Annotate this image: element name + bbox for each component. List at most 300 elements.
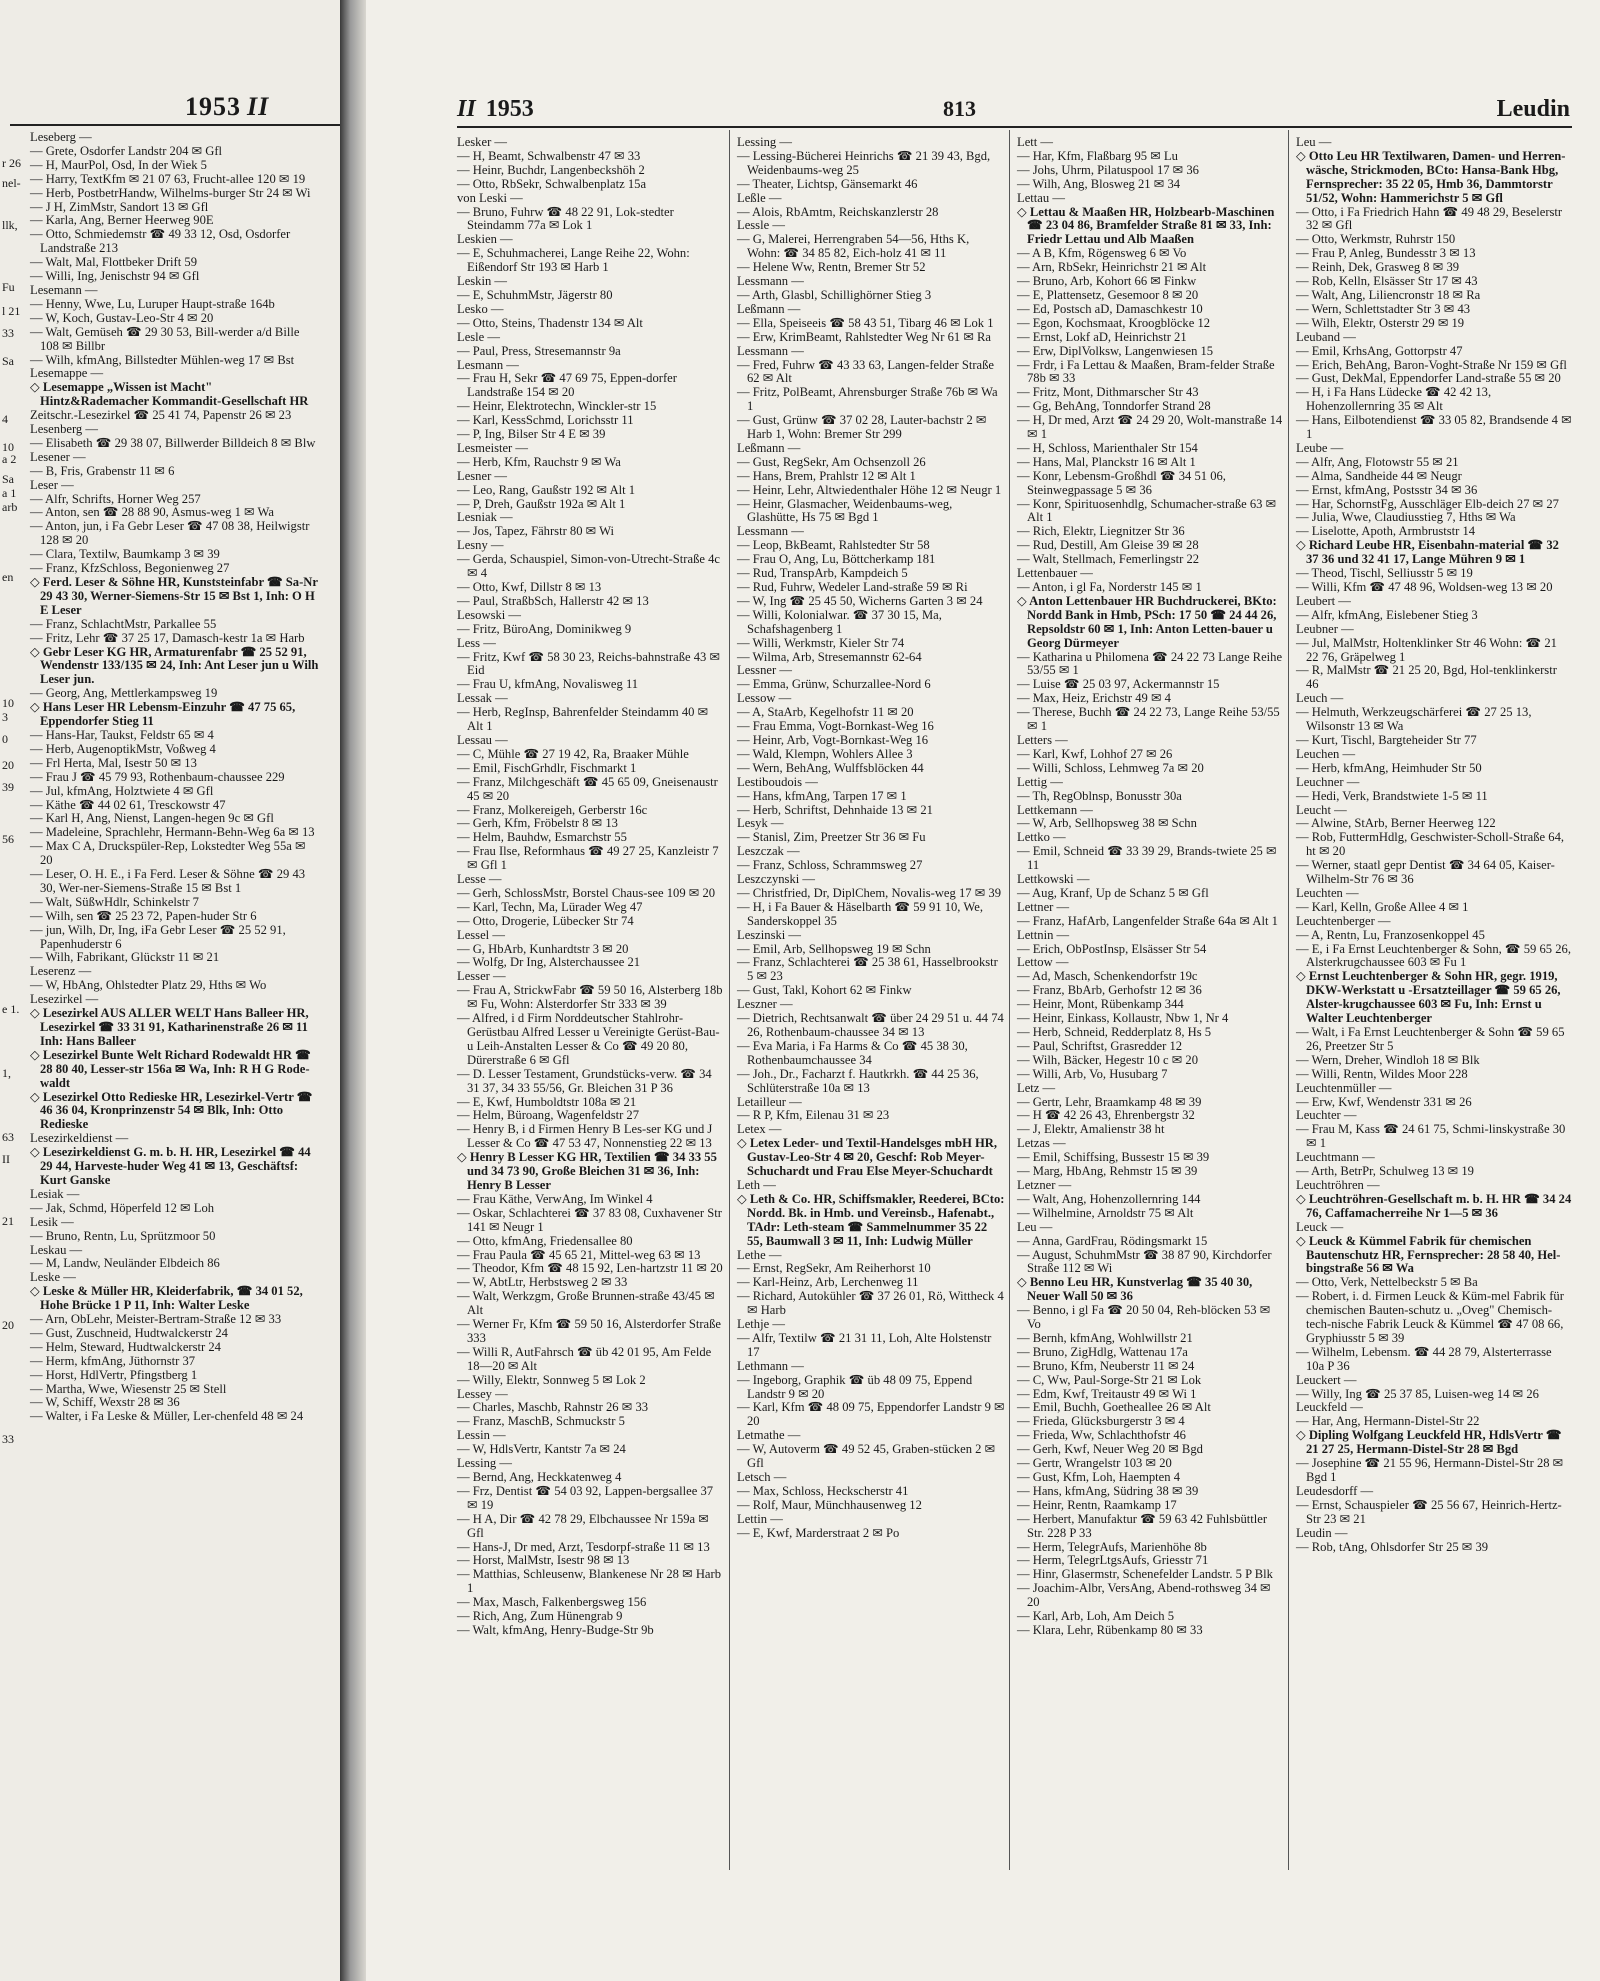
directory-entry: — Otto, Steins, Thadenstr 134 ✉ Alt [457,315,643,330]
directory-entry: — Stanisl, Zim, Preetzer Str 36 ✉ Fu [737,830,926,845]
directory-entry: — Arth, Glasbl, Schillighörner Stieg 3 [737,287,932,302]
directory-entry: — Leo, Rang, Gaußstr 192 ✉ Alt 1 [457,482,636,497]
directory-entry: — Ernst, kfmAng, Postsstr 34 ✉ 36 [1296,482,1478,497]
directory-entry: — Karl, KessSchmd, Lorichsstr 11 [457,413,634,428]
directory-column-2 [737,136,1005,1541]
surname-heading: Letailleur — [737,1094,802,1109]
directory-entry: — Hans, kfmAng, Tarpen 17 ✉ 1 [737,788,907,803]
directory-entry: — Jul, kfmAng, Holztwiete 4 ✉ Gfl [30,783,214,798]
directory-entry: — Theod, Tischl, Selliusstr 5 ✉ 19 [1296,566,1473,581]
surname-heading: Lesezirkel — [30,992,99,1007]
surname-heading: Lesener — [30,449,86,464]
directory-entry: — Herbert, Manufaktur ☎ 59 63 42 Fuhlsbüttler Str. 228 P 33 [1017,1511,1268,1540]
directory-entry: — Har, Ang, Hermann-Distel-Str 22 [1296,1414,1480,1429]
surname-heading: Lesse — [457,872,502,887]
directory-entry: — Karl, Arb, Loh, Am Deich 5 [1017,1609,1175,1624]
directory-entry: — Max C A, Druckspüler-Rep, Lokstedter Weg 55a ✉ 20 [30,839,306,868]
surname-heading: Lessing — [457,1456,512,1471]
book-gutter [340,0,366,1981]
directory-entry: — Helm, Steward, Hudtwalckerstr 24 [30,1339,221,1354]
directory-entry: — Leop, BkBeamt, Rahlstedter Str 58 [737,538,930,553]
directory-entry: ◇ Hans Leser HR Lebensm-Einzuhr ☎ 47 75 65, Eppendorfer Stieg 11 [30,700,296,729]
surname-heading: Leube — [1296,440,1344,455]
surname-heading: Lesezirkeldienst — [30,1131,129,1146]
directory-column-4 [1296,136,1572,1554]
directory-entry: — Otto, kfmAng, Friedensallee 80 [457,1233,633,1248]
directory-entry: — Henny, Wwe, Lu, Luruper Haupt-straße 164b [30,296,275,311]
directory-entry: — August, SchuhmMstr ☎ 38 87 90, Kirchdorfer Straße 112 ✉ Wi [1017,1247,1272,1276]
directory-entry: — Alma, Sandheide 44 ✉ Neugr [1296,468,1462,483]
surname-heading: Leuchter — [1296,1108,1357,1123]
right-header-rule [457,126,1572,128]
surname-heading: Lessak — [457,691,508,706]
margin-fragment: 1, [2,1066,11,1080]
directory-entry: — Bernd, Ang, Heckkatenweg 4 [457,1470,622,1484]
directory-entry: — Johs, Uhrm, Pilatuspool 17 ✉ 36 [1017,162,1199,177]
directory-entry: — Ernst, RegSekr, Am Reiherhorst 10 [737,1261,931,1276]
directory-entry: — W, AbtLtr, Herbstsweg 2 ✉ 33 [457,1275,628,1290]
directory-entry: — Gerh, Kfm, Fröbelstr 8 ✉ 13 [457,816,618,831]
directory-entry: — Arn, RbSekr, Heinrichstr 21 ✉ Alt [1017,260,1207,275]
directory-entry: — Franz, Molkereigeh, Gerberstr 16c [457,802,648,817]
directory-entry: — Herb, Schneid, Redderplatz 8, Hs 5 [1017,1025,1212,1039]
directory-entry: — Walt, SüßwHdlr, Schinkelstr 7 [30,894,199,909]
directory-entry: — Frau Ilse, Reformhaus ☎ 49 27 25, Kanzleistr 7 ✉ Gfl 1 [457,844,719,873]
directory-entry: — Karl-Heinz, Arb, Lerchenweg 11 [737,1275,919,1290]
column-divider [1288,130,1289,1870]
directory-entry: — Gust, Zuschneid, Hudtwalckerstr 24 [30,1325,228,1340]
directory-entry: — Otto, Drogerie, Lübecker Str 74 [457,913,634,928]
right-page [366,0,1600,1981]
directory-entry: — E, SchuhmMstr, Jägerstr 80 [457,287,613,302]
directory-entry: — Paul, Press, Stresemannstr 9a [457,343,621,358]
directory-entry: — Heinr, Lehr, Altwiedenthaler Höhe 12 ✉ Neugr 1 [737,482,1002,497]
surname-heading: Leserenz — [30,964,92,979]
right-year: 1953 [485,96,534,122]
directory-entry: ◇ Richard Leube HR, Eisenbahn-material ☎ 32 37 36 und 32 41 17, Lange Mühren 9 ✉ 1 [1296,538,1559,567]
directory-entry: — Emil, FischGrhdlr, Fischmarkt 1 [457,760,637,775]
margin-fragment: 4 [2,412,8,426]
directory-entry: — Wilh, sen ☎ 25 23 72, Papen-huder Str 6 [30,908,257,923]
surname-heading: Lessow — [737,691,792,706]
directory-entry: — Karl, Kwf, Lohhof 27 ✉ 26 [1017,746,1173,761]
surname-heading: Leskin — [457,274,508,289]
directory-entry: — E, Kwf, Humboldtstr 108a ✉ 21 [457,1094,637,1109]
directory-entry: — Frau Paula ☎ 45 65 21, Mittel-weg 63 ✉ 13 [457,1247,701,1262]
surname-heading: Lessmann — [737,274,804,289]
directory-entry: — Robert, i. d. Firmen Leuck & Küm-mel Fabrik für chemischen Bauten-schutz u. „Oveg" Chemisch-tech-nische Fabrik Leuck & Kümmel ☎ 47 08 66, Gryphiusstr 5 ✉ 39 [1296,1289,1564,1345]
directory-entry: — H, i Fa Hans Lüdecke ☎ 42 42 13, Hohenzollernring 35 ✉ Alt [1296,385,1492,414]
directory-entry: — Wilh, kfmAng, Billstedter Mühlen-weg 17 ✉ Bst [30,352,295,367]
directory-entry: — Walter, i Fa Leske & Müller, Ler-chenfeld 48 ✉ 24 [30,1409,304,1424]
directory-entry: — Walt, Werkzgm, Große Brunnen-straße 43/45 ✉ Alt [457,1289,715,1318]
surname-heading: Leubert — [1296,593,1351,608]
margin-fragment: 56 [2,832,14,846]
directory-entry: — Otto, RbSekr, Schwalbenplatz 15a [457,176,647,191]
directory-entry: — Liselotte, Apoth, Armbruststr 14 [1296,524,1476,539]
directory-entry: — Katharina u Philomena ☎ 24 22 73 Lange Reihe 53/55 ✉ 1 [1017,649,1283,678]
margin-fragment: r 26 [2,156,21,170]
directory-entry: — G, Malerei, Herrengraben 54—56, Hths K, Wohn: ☎ 34 85 82, Eich-holz 41 ✉ 11 [737,232,970,261]
directory-entry: — Jak, Schmd, Höperfeld 12 ✉ Loh [30,1200,215,1215]
directory-entry: — Herb, Kfm, Rauchstr 9 ✉ Wa [457,454,621,469]
directory-entry: — Otto, Schmiedemstr ☎ 49 33 12, Osd, Osdorfer Landstraße 213 [30,227,291,256]
margin-fragment: 10 [2,440,14,454]
directory-entry: — Hans, kfmAng, Südring 38 ✉ 39 [1017,1483,1199,1498]
surname-heading: Lesker — [457,135,508,149]
directory-entry: — H A, Dir ☎ 42 78 29, Elbchaussee Nr 159a ✉ Gfl [457,1511,709,1540]
surname-heading: Leuch — [1296,691,1344,706]
surname-heading: Lethe — [737,1247,782,1262]
directory-entry: — Frieda, Glücksburgerstr 3 ✉ 4 [1017,1414,1185,1429]
left-year: 1953 [185,92,241,121]
directory-entry: — Alfr, Ang, Flotowstr 55 ✉ 21 [1296,454,1459,469]
directory-entry: — Marg, HbAng, Rehmstr 15 ✉ 39 [1017,1164,1198,1179]
left-page [0,0,340,1981]
directory-entry: — Karl, Kelln, Große Allee 4 ✉ 1 [1296,899,1469,914]
directory-entry: — Anton, sen ☎ 28 88 90, Asmus-weg 1 ✉ Wa [30,505,274,520]
directory-entry: — Frau O, Ang, Lu, Böttcherkamp 181 [737,552,936,567]
surname-heading: Lettkowski — [1017,872,1090,887]
directory-entry: — W, HdlsVertr, Kantstr 7a ✉ 24 [457,1442,626,1457]
surname-heading: Lesser — [457,969,506,984]
directory-entry: — Alfred, i d Firm Norddeutscher Stahlrohr-Gerüstbau Alfred Lesser u Vereinigte Gerüst-Bau- u Leih-Anstalten Lesser & Co ☎ 49 20 80, Dürerstraße 6 ✉ Gfl [457,1011,720,1067]
directory-entry: ◇ Benno Leu HR, Kunstverlag ☎ 35 40 30, Neuer Wall 50 ✉ 36 [1017,1275,1253,1304]
directory-entry: — Heinr, Buchdr, Langenbeckshöh 2 [457,162,645,177]
directory-entry: — Fritz, Mont, Dithmarscher Str 43 [1017,385,1199,400]
directory-entry: — W, HbAng, Ohlstedter Platz 29, Hths ✉ Wo [30,978,267,993]
directory-entry: — H, MaurPol, Osd, In der Wiek 5 [30,157,207,172]
directory-entry: — Walt, Stellmach, Femerlingstr 22 [1017,552,1200,567]
directory-entry: — Willi R, AutFahrsch ☎ üb 42 01 95, Am Felde 18—20 ✉ Alt [457,1344,712,1373]
directory-entry: — Alfr, kfmAng, Eislebener Stieg 3 [1296,607,1478,622]
directory-entry: — Karla, Ang, Berner Heerweg 90E [30,213,214,228]
directory-entry: — Fritz, PolBeamt, Ahrensburger Straße 76b ✉ Wa 1 [737,385,998,414]
margin-fragment: 33 [2,326,14,340]
directory-entry: — Gertr, Wrangelstr 103 ✉ 20 [1017,1456,1172,1471]
directory-entry: — Frau P, Anleg, Bundesstr 3 ✉ 13 [1296,246,1476,261]
column-divider [729,130,730,1870]
directory-entry: — Max, Masch, Falkenbergsweg 156 [457,1595,647,1610]
directory-entry: — Joachim-Albr, VersAng, Abend-rothsweg 34 ✉ 20 [1017,1581,1271,1610]
surname-heading: Leßmann — [737,440,801,455]
directory-entry: — Herb, kfmAng, Heimhuder Str 50 [1296,760,1482,775]
directory-entry: — Werner, staatl gepr Dentist ☎ 34 64 05, Kaiser-Wilhelm-Str 76 ✉ 36 [1296,858,1555,887]
directory-entry: — P, Ing, Bilser Str 4 E ✉ 39 [457,427,606,442]
left-page-header [185,92,269,122]
directory-entry: — Arth, BetrPr, Schulweg 13 ✉ 19 [1296,1164,1474,1179]
directory-entry: ◇ Leuchtröhren-Gesellschaft m. b. H. HR ☎ 34 24 76, Caffamacherreihe Nr 1—5 ✉ 36 [1296,1191,1572,1220]
directory-entry: — Walt, kfmAng, Henry-Budge-Str 9b [457,1622,654,1637]
directory-entry: — Har, SchornstFg, Ausschläger Elb-deich 27 ✉ 27 [1296,496,1559,511]
surname-heading: Lesemappe — [30,366,104,381]
directory-entry: — Erw, DiplVolksw, Langenwiesen 15 [1017,343,1214,358]
directory-entry: — Dietrich, Rechtsanwalt ☎ über 24 29 51 u. 44 74 26, Rothenbaum-chaussee 34 ✉ 13 [737,1011,1004,1039]
directory-entry: — Willi, Werkmstr, Kieler Str 74 [737,635,905,650]
surname-heading: Leskien — [457,232,513,247]
directory-entry: — Frieda, Ww, Schlachthofstr 46 [1017,1428,1186,1443]
directory-entry: — Alfr, Textilw ☎ 21 31 11, Loh, Alte Holstenstr 17 [737,1330,992,1359]
directory-entry: — Herb, RegInsp, Bahrenfelder Steindamm 40 ✉ Alt 1 [457,705,709,734]
directory-entry: — Wern, Dreher, Windloh 18 ✉ Blk [1296,1052,1480,1067]
surname-heading: Lessin — [457,1428,506,1443]
right-page-header-left [457,96,534,123]
directory-entry: — Walt, Ang, Hohenzollernring 144 [1017,1191,1201,1206]
directory-entry: ◇ Otto Leu HR Textilwaren, Damen- und Herren-wäsche, Strickmoden, BCto: Hansa-Bank Hbg, Fernsprecher: 35 22 05, Hmb 36, Dammtorstr 51/52, Wohn: Hammerichstr 5 ✉ Gfl [1296,148,1566,205]
surname-heading: Leskau — [30,1242,83,1257]
directory-entry: — Wilhelm, Lebensm. ☎ 44 28 79, Alsterterrasse 10a P 36 [1296,1344,1552,1373]
directory-entry: — Gust, RegSekr, Am Ochsenzoll 26 [737,454,926,469]
surname-heading: Lesner — [457,468,508,483]
surname-heading: Leuck — [1296,1219,1344,1234]
directory-entry: — Herm, TelegrAufs, Marienhöhe 8b [1017,1539,1207,1554]
directory-entry: — Frau H, Sekr ☎ 47 69 75, Eppen-dorfer Landstraße 154 ✉ 20 [457,371,677,400]
directory-entry: ◇ Leth & Co. HR, Schiffsmakler, Reederei, BCto: Nordd. Bk. in Hmb. und Vereinsb., Hafenabt., TAdr: Leth-steam ☎ Sammelnummer 35 22 55, Baumwall 3 ✉ 11, Inh: Ludwig Müller [737,1191,1005,1248]
surname-heading: Lesle — [457,329,501,344]
directory-entry: — Karl H, Ang, Nienst, Langen-hegen 9c ✉ Gfl [30,811,274,826]
directory-entry: — Bernh, kfmAng, Wohlwillstr 21 [1017,1330,1193,1345]
directory-entry: — Helm, Bauhdw, Esmarchstr 55 [457,830,627,845]
directory-entry: — Rob, tAng, Ohlsdorfer Str 25 ✉ 39 [1296,1539,1489,1554]
surname-heading: Leubner — [1296,621,1354,636]
directory-entry: — Charles, Maschb, Rahnstr 26 ✉ 33 [457,1400,649,1415]
directory-entry: — Fred, Fuhrw ☎ 43 33 63, Langen-felder Straße 62 ✉ Alt [737,357,995,386]
directory-entry: ◇ Letex Leder- und Textil-Handelsges mbH HR, Gustav-Leo-Str 4 ✉ 20, Geschf: Rob Meyer-Schuchardt und Frau Else Meyer-Schuchardt [737,1136,998,1179]
directory-entry: — Gerh, Kwf, Neuer Weg 20 ✉ Bgd [1017,1442,1203,1457]
surname-heading: Lettkemann — [1017,802,1093,817]
directory-entry: — Elisabeth ☎ 29 38 07, Billwerder Billdeich 8 ✉ Blw [30,435,316,450]
directory-entry: — Jul, MalMstr, Holtenklinker Str 46 Wohn: ☎ 21 22 76, Gräpelweg 1 [1296,635,1557,664]
surname-heading: Letz — [1017,1080,1056,1095]
surname-heading: Lesmann — [457,357,519,372]
directory-entry: — Karl, Techn, Ma, Lürader Weg 47 [457,899,643,914]
directory-entry: — Fritz, BüroAng, Dominikweg 9 [457,621,632,636]
directory-entry: — E, Plattensetz, Gesemoor 8 ✉ 20 [1017,287,1199,302]
directory-entry: — Arn, ObLehr, Meister-Bertram-Straße 12 ✉ 33 [30,1312,282,1327]
directory-entry: — Gust, Grünw ☎ 37 02 28, Lauter-bachstr 2 ✉ Harb 1, Wohn: Bremer Str 299 [737,413,987,442]
directory-entry: — Paul, StraßbSch, Hallerstr 42 ✉ 13 [457,593,649,608]
directory-entry: ◇ Lesezirkel AUS ALLER WELT Hans Balleer HR, Lesezirkel ☎ 33 31 91, Katharinenstraße 26 ✉ 11 Inh: Hans Balleer [30,1006,309,1048]
surname-heading: Leu — [1296,135,1332,149]
margin-fragment: 21 [2,1214,14,1228]
directory-entry: — Franz, MaschB, Schmuckstr 5 [457,1414,625,1429]
directory-entry: — Walt, Mal, Flottbeker Drift 59 [30,255,197,270]
directory-entry: — Richard, Autokühler ☎ 37 26 01, Rö, Wittheck 4 ✉ Harb [737,1289,1004,1318]
directory-entry: — H, Dr med, Arzt ☎ 24 29 20, Wolt-manstraße 14 ✉ 1 [1017,413,1283,442]
margin-fragment: 39 [2,780,14,794]
directory-entry: — Bruno, Arb, Kohort 66 ✉ Finkw [1017,274,1197,289]
surname-heading: Leudesdorff — [1296,1483,1374,1498]
directory-entry: — Herb, PostbetrHandw, Wilhelms-burger Str 24 ✉ Wi [30,185,311,200]
directory-entry: — Ernst, Lokf aD, Heinrichstr 21 [1017,329,1187,344]
surname-heading: Leser — [30,477,74,492]
margin-fragment: a 1 [2,486,17,500]
surname-heading: Leu — [1017,1219,1053,1234]
directory-entry: — Henry B, i d Firmen Henry B Les-ser KG und J Lesser & Co ☎ 47 53 47, Nonnenstieg 22 ✉ 13 [457,1122,713,1151]
directory-entry: — Willi, Rentn, Wildes Moor 228 [1296,1066,1468,1081]
directory-entry: — Otto, Werkmstr, Ruhrstr 150 [1296,232,1456,247]
surname-heading: Letsch — [737,1470,787,1484]
directory-entry: — Wilhelmine, Arnoldstr 75 ✉ Alt [1017,1205,1194,1220]
surname-heading: Leudin — [1296,1525,1348,1540]
directory-entry: — D. Lesser Testament, Grundstücks-verw. ☎ 34 31 37, 34 33 55/56, Gr. Bleichen 31 P 36 [457,1066,712,1095]
surname-heading: Lethje — [737,1317,785,1332]
directory-entry: — Herm, TelegrLtgsAufs, Griesstr 71 [1017,1553,1209,1568]
directory-entry: — J, Elektr, Amalienstr 38 ht [1017,1122,1165,1137]
directory-entry: — Benno, i gl Fa ☎ 20 50 04, Reh-blöcken 53 ✉ Vo [1017,1303,1271,1332]
directory-entry: — Hedi, Verk, Brandstwiete 1-5 ✉ 11 [1296,788,1488,803]
directory-entry: — Christfried, Dr, DiplChem, Novalis-weg 17 ✉ 39 [737,885,1001,900]
directory-entry: — Helmuth, Werkzeugschärferei ☎ 27 25 13, Wilsonstr 13 ✉ Wa [1296,705,1532,734]
directory-entry: ◇ Leuck & Kümmel Fabrik für chemischen Bautenschutz HR, Fernsprecher: 28 58 40, Hel-bingstraße 56 ✉ Wa [1296,1233,1561,1276]
directory-entry: — H, i Fa Bauer & Häselbarth ☎ 59 91 10, We, Sanderskoppel 35 [737,899,983,928]
directory-entry: — Frau J ☎ 45 79 93, Rothenbaum-chaussee 229 [30,769,285,784]
left-directory-column [30,131,320,1424]
directory-entry: — Walt, i Fa Ernst Leuchtenberger & Sohn ☎ 59 65 26, Preetzer Str 5 [1296,1025,1565,1053]
surname-heading: Leuchten — [1296,885,1359,900]
directory-entry: — Therese, Buchh ☎ 24 22 73, Lange Reihe 53/55 ✉ 1 [1017,705,1280,734]
surname-heading: Leszinski — [737,927,802,942]
directory-entry: — Frau Käthe, VerwAng, Im Winkel 4 [457,1191,653,1206]
directory-entry: — Helene Ww, Rentn, Bremer Str 52 [737,260,926,275]
directory-entry: — G, HbArb, Kunhardtstr 3 ✉ 20 [457,941,629,956]
directory-entry: — Har, Kfm, Flaßbarg 95 ✉ Lu [1017,148,1178,163]
surname-heading: Lessmann — [737,343,804,358]
directory-entry: — Otto, i Fa Friedrich Hahn ☎ 49 48 29, Beselerstr 32 ✉ Gfl [1296,204,1563,233]
directory-entry: — Ella, Speiseeis ☎ 58 43 51, Tibarg 46 ✉ Lok 1 [737,315,994,330]
directory-entry: — Heinr, Rentn, Raamkamp 17 [1017,1497,1177,1512]
directory-entry: — Gust, Kfm, Loh, Haempten 4 [1017,1470,1180,1484]
directory-entry: — Rich, Ang, Zum Hünengrab 9 [457,1609,623,1624]
directory-entry: ◇ Leske & Müller HR, Kleiderfabrik, ☎ 34 01 52, Hohe Brücke 1 P 11, Inh: Walter Leske [30,1284,303,1313]
directory-entry: — Franz, KfzSchloss, Begonienweg 27 [30,561,230,576]
surname-heading: Leuchtröhren — [1296,1177,1380,1192]
directory-entry: — Emil, KrhsAng, Gottorpstr 47 [1296,343,1463,358]
directory-entry: — Hans, Brem, Prahlstr 12 ✉ Alt 1 [737,468,916,483]
directory-entry: — Frdr, i Fa Lettau & Maaßen, Bram-felder Straße 78b ✉ 33 [1017,357,1275,386]
directory-entry: — Hans-Har, Taukst, Feldstr 65 ✉ 4 [30,727,214,742]
directory-entry: — Max, Heiz, Erichstr 49 ✉ 4 [1017,691,1171,706]
surname-heading: Letex — [737,1122,782,1137]
surname-heading: Lettner — [1017,899,1070,914]
directory-entry: — Gerda, Schauspiel, Simon-von-Utrecht-Straße 4c ✉ 4 [457,552,720,581]
directory-entry: — Hans, Eilbotendienst ☎ 33 05 82, Brandsende 4 ✉ 1 [1296,413,1572,442]
surname-heading: von Leski — [457,190,523,205]
directory-entry: — W, Autoverm ☎ 49 52 45, Graben-stücken 2 ✉ Gfl [737,1442,996,1471]
directory-entry: — Franz, Schloss, Schrammsweg 27 [737,858,923,873]
directory-entry: — Th, RegOblnsp, Bonusstr 30a [1017,788,1182,803]
directory-entry: — Willi, Schloss, Lehmweg 7a ✉ 20 [1017,760,1204,775]
surname-heading: Lesowski — [457,607,522,622]
directory-entry: — Konr, Spirituosenhdlg, Schumacher-straße 63 ✉ Alt 1 [1017,496,1277,525]
margin-fragment: 20 [2,1318,14,1332]
directory-entry: — Erw, Kwf, Wendenstr 331 ✉ 26 [1296,1094,1472,1109]
directory-entry: — jun, Wilh, Dr, Ing, iFa Gebr Leser ☎ 25 52 91, Papenhuderstr 6 [30,922,286,951]
margin-fragment: llk, [2,218,18,232]
directory-entry: — Rich, Elektr, Liegnitzer Str 36 [1017,524,1185,539]
directory-entry: — Edm, Kwf, Treitaustr 49 ✉ Wi 1 [1017,1386,1197,1401]
directory-entry: — Herm, kfmAng, Jüthornstr 37 [30,1353,196,1368]
directory-entry: — Klara, Lehr, Rübenkamp 80 ✉ 33 [1017,1622,1203,1637]
directory-entry: — Bruno, Fuhrw ☎ 48 22 91, Lok-stedter Steindamm 77a ✉ Lok 1 [457,204,674,233]
directory-entry: — Erw, KrimBeamt, Rahlstedter Weg Nr 61 ✉ Ra [737,329,992,344]
surname-heading: Lesniak — [457,510,513,525]
directory-entry: — Käthe ☎ 44 02 61, Tresckowstr 47 [30,797,226,812]
directory-entry: — Rud, Destill, Am Gleise 39 ✉ 28 [1017,538,1199,553]
surname-heading: Leske — [30,1270,76,1285]
directory-entry: — Emma, Grünw, Schurzallee-Nord 6 [737,677,931,692]
directory-entry: — Heinr, Elektrotechn, Winckler-str 15 [457,399,657,414]
directory-entry: — Gust, DekMal, Eppendorfer Land-straße 55 ✉ 20 [1296,371,1561,386]
directory-entry: — Otto, Kwf, Dillstr 8 ✉ 13 [457,580,602,594]
directory-entry: — Emil, Schiffsing, Bussestr 15 ✉ 39 [1017,1150,1210,1165]
margin-fragment: Sa [2,354,14,368]
directory-entry: — Ad, Masch, Schenkendorfstr 19c [1017,969,1198,984]
surname-heading: Lesny — [457,538,504,553]
directory-entry: — Heinr, Arb, Vogt-Bornkast-Weg 16 [737,732,929,747]
directory-entry: — Max, Schloss, Heckscherstr 41 [737,1483,909,1498]
directory-entry: — Erich, ObPostInsp, Elsässer Str 54 [1017,941,1207,956]
margin-fragment: Sa [2,472,14,486]
directory-column-1 [457,136,725,1638]
surname-heading: Leszczynski — [737,872,815,887]
directory-entry: — Willy, Ing ☎ 25 37 85, Luisen-weg 14 ✉ 26 [1296,1386,1539,1401]
surname-heading: Leuckert — [1296,1372,1357,1387]
directory-entry: — H, Beamt, Schwalbenstr 47 ✉ 33 [457,148,641,163]
directory-entry: — Horst, MalMstr, Isestr 98 ✉ 13 [457,1553,630,1568]
directory-entry: — C, Mühle ☎ 27 19 42, Ra, Braaker Mühle [457,746,689,761]
directory-entry: — Wilh, Ang, Blosweg 21 ✉ 34 [1017,176,1181,191]
surname-heading: Leßle — [737,190,782,205]
surname-heading: Leuckfeld — [1296,1400,1363,1415]
surname-heading: Letzas — [1017,1136,1066,1151]
directory-entry: — Wilh, Fabrikant, Glückstr 11 ✉ 21 [30,950,220,965]
surname-heading: Lesenberg — [30,422,98,437]
surname-heading: Lessel — [457,927,505,942]
directory-entry: — R, MalMstr ☎ 21 25 20, Bgd, Hol-tenklinkerstr 46 [1296,663,1557,692]
directory-entry: — Heinr, Glasmacher, Weidenbaums-weg, Glashütte, Hs 75 ✉ Bgd 1 [737,496,953,525]
directory-entry: — Franz, Milchgeschäft ☎ 45 65 09, Gneisenaustr 45 ✉ 20 [457,774,718,803]
directory-entry: — Kurt, Tischl, Bargteheider Str 77 [1296,732,1477,747]
surname-heading: Lessey — [457,1386,508,1401]
directory-entry: — Frz, Dentist ☎ 54 03 92, Lappen-bergsallee 37 ✉ 19 [457,1483,714,1512]
surname-heading: Leuband — [1296,329,1356,344]
surname-heading: Lettin — [737,1511,783,1526]
directory-entry: — Bruno, Kfm, Neuberstr 11 ✉ 24 [1017,1358,1195,1373]
directory-entry: — Josephine ☎ 21 55 96, Hermann-Distel-Str 28 ✉ Bgd 1 [1296,1456,1564,1484]
surname-heading: Lettnin — [1017,927,1070,942]
directory-entry: — Wilh, Elektr, Osterstr 29 ✉ 19 [1296,315,1465,330]
directory-entry: — W, Ing ☎ 25 45 50, Wicherns Garten 3 ✉ 24 [737,593,983,608]
directory-entry: ◇ Dipling Wolfgang Leuckfeld HR, HdlsVertr ☎ 21 27 25, Hermann-Distel-Str 28 ✉ Bgd [1296,1428,1562,1457]
directory-entry: — Frau Emma, Vogt-Bornkast-Weg 16 [737,719,934,734]
directory-entry: — Horst, HdlVertr, Pfingstberg 1 [30,1367,198,1382]
directory-entry: — Erich, BehAng, Baron-Voght-Straße Nr 159 ✉ Gfl [1296,357,1567,372]
surname-heading: Leszczak — [737,844,800,859]
directory-entry: ◇ Lesezirkeldienst G. m. b. H. HR, Lesezirkel ☎ 44 29 44, Harveste-huder Weg 41 ✉ 13, Geschäftsf: Kurt Ganske [30,1145,311,1187]
directory-entry: — Frau U, kfmAng, Novalisweg 11 [457,677,639,692]
directory-entry: — Alfr, Schrifts, Horner Weg 257 [30,491,201,506]
directory-entry: — Egon, Kochsmaat, Kroogblöcke 12 [1017,315,1211,330]
directory-entry: — Ingeborg, Graphik ☎ üb 48 09 75, Eppend Landstr 9 ✉ 20 [737,1372,973,1401]
directory-entry: — Franz, HafArb, Langenfelder Straße 64a ✉ Alt 1 [1017,913,1278,928]
directory-entry: ◇ Lesezirkel Bunte Welt Richard Rodewaldt HR ☎ 28 80 40, Lesser-str 156a ✉ Wa, Inh: R H G Rode-waldt [30,1047,311,1090]
directory-entry: — Julia, Wwe, Claudiusstieg 7, Hths ✉ Wa [1296,510,1516,525]
directory-entry: — Theater, Lichtsp, Gänsemarkt 46 [737,176,918,191]
directory-entry: — Ernst, Schauspieler ☎ 25 56 67, Heinrich-Hertz-Str 23 ✉ 21 [1296,1497,1562,1526]
directory-entry: — Heinr, Einkass, Kollaustr, Nbw 1, Nr 4 [1017,1011,1229,1026]
directory-entry: — Rud, TranspArb, Kampdeich 5 [737,566,908,581]
